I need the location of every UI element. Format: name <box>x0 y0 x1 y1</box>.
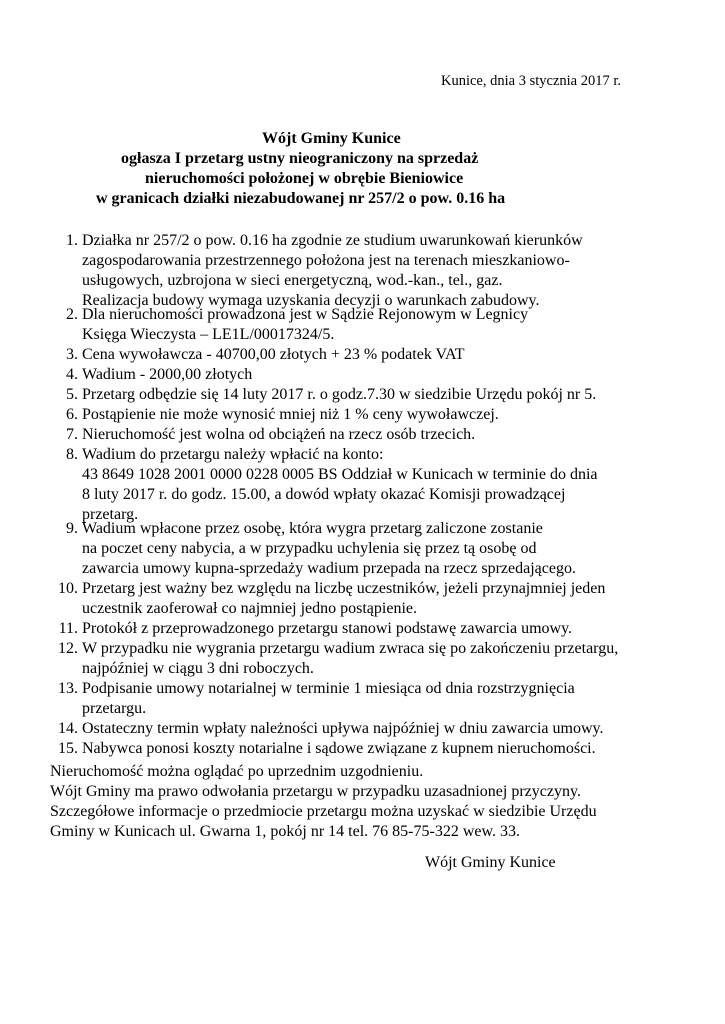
closing-line: Szczegółowe informacje o przedmiocie przetargu można uzyskać w siedzibie Urzędu <box>50 803 597 820</box>
list-item-line: Wadium wpłacone przez osobę, która wygra przetarg zaliczone zostanie <box>82 520 543 537</box>
list-item-number: 15. <box>58 740 78 757</box>
list-item-line: Nabywca ponosi koszty notarialne i sądowe związane z kupnem nieruchomości. <box>82 740 596 757</box>
list-item-line: Nieruchomość jest wolna od obciążeń na rzecz osób trzecich. <box>82 426 476 443</box>
closing-line: Gminy w Kunicach ul. Gwarna 1, pokój nr 14 tel. 76 85-75-322 wew. 33. <box>50 823 520 840</box>
list-item-line: najpóźniej w ciągu 3 dni roboczych. <box>82 660 314 677</box>
list-item-line: Realizacja budowy wymaga uzyskania decyzji o warunkach zabudowy. <box>82 292 540 309</box>
list-item-line: W przypadku nie wygrania przetargu wadium zwraca się po zakończeniu przetargu, <box>82 640 619 657</box>
list-item-line: Działka nr 257/2 o pow. 0.16 ha zgodnie ze studium uwarunkowań kierunków <box>82 232 583 249</box>
list-item-line: przetargu. <box>82 700 147 717</box>
list-item-line: Podpisanie umowy notarialnej w terminie 1 miesiąca od dnia rozstrzygnięcia <box>82 680 575 697</box>
list-item-line: Księga Wieczysta – LE1L/00017324/5. <box>82 326 335 343</box>
list-item-line: 8 luty 2017 r. do godz. 15.00, a dowód wpłaty okazać Komisji prowadzącej <box>82 486 566 503</box>
list-item-number: 7. <box>66 426 78 443</box>
heading-issuer: Wójt Gminy Kunice <box>262 130 401 147</box>
signature: Wójt Gminy Kunice <box>425 854 556 871</box>
list-item-number: 10. <box>58 580 78 597</box>
list-item-number: 1. <box>66 232 78 249</box>
list-item-line: uczestnik zaoferował co najmniej jedno postąpienie. <box>82 600 417 617</box>
list-item-line: Wadium do przetargu należy wpłacić na konto: <box>82 446 384 463</box>
list-item-number: 5. <box>66 386 78 403</box>
list-item-line: Protokół z przeprowadzonego przetargu stanowi podstawę zawarcia umowy. <box>82 620 573 637</box>
list-item-line: Przetarg jest ważny bez względu na liczbę uczestników, jeżeli przynajmniej jeden <box>82 580 606 597</box>
list-item-number: 14. <box>58 720 78 737</box>
list-item-number: 12. <box>58 640 78 657</box>
list-item-line: na poczet ceny nabycia, a w przypadku uchylenia się przez tą osobę od <box>82 540 537 557</box>
list-item-number: 3. <box>66 346 78 363</box>
list-item-number: 13. <box>58 680 78 697</box>
list-item-number: 8. <box>66 446 78 463</box>
list-item-line: usługowych, uzbrojona w sieci energetyczną, wod.-kan., tel., gaz. <box>82 272 503 289</box>
list-item-line: 43 8649 1028 2001 0000 0228 0005 BS Oddział w Kunicach w terminie do dnia <box>82 466 598 483</box>
list-item-number: 9. <box>66 520 78 537</box>
heading-property: nieruchomości położonej w obrębie Bieniowice <box>145 170 464 187</box>
closing-line: Nieruchomość można oglądać po uprzednim uzgodnieniu. <box>50 763 424 780</box>
list-item-number: 11. <box>58 620 78 637</box>
list-item-number: 4. <box>66 366 78 383</box>
list-item-line: Dla nieruchomości prowadzona jest w Sądzie Rejonowym w Legnicy <box>82 306 529 323</box>
list-item-line: Przetarg odbędzie się 14 luty 2017 r. o godz.7.30 w siedzibie Urzędu pokój nr 5. <box>82 386 597 403</box>
list-item-number: 2. <box>66 306 78 323</box>
list-item-line: Postąpienie nie może wynosić mniej niż 1 % ceny wywoławczej. <box>82 406 499 423</box>
document-date: Kunice, dnia 3 stycznia 2017 r. <box>441 73 621 89</box>
closing-line: Wójt Gminy ma prawo odwołania przetargu w przypadku uzasadnionej przyczyny. <box>50 783 581 800</box>
list-item-number: 6. <box>66 406 78 423</box>
list-item-line: Ostateczny termin wpłaty należności upływa najpóźniej w dniu zawarcia umowy. <box>82 720 604 737</box>
list-item-line: zagospodarowania przestrzennego położona jest na terenach mieszkaniowo- <box>82 252 570 269</box>
list-item-line: przetarg. <box>82 506 139 523</box>
heading-plot: w granicach działki niezabudowanej nr 257/2 o pow. 0.16 ha <box>96 190 506 207</box>
list-item-line: zawarcia umowy kupna-sprzedaży wadium przepada na rzecz sprzedającego. <box>82 560 576 577</box>
list-item-line: Cena wywoławcza - 40700,00 złotych + 23 % podatek VAT <box>82 346 465 363</box>
heading-announcement: ogłasza I przetarg ustny nieograniczony na sprzedaż <box>121 150 479 167</box>
list-item-line: Wadium - 2000,00 złotych <box>82 366 253 383</box>
